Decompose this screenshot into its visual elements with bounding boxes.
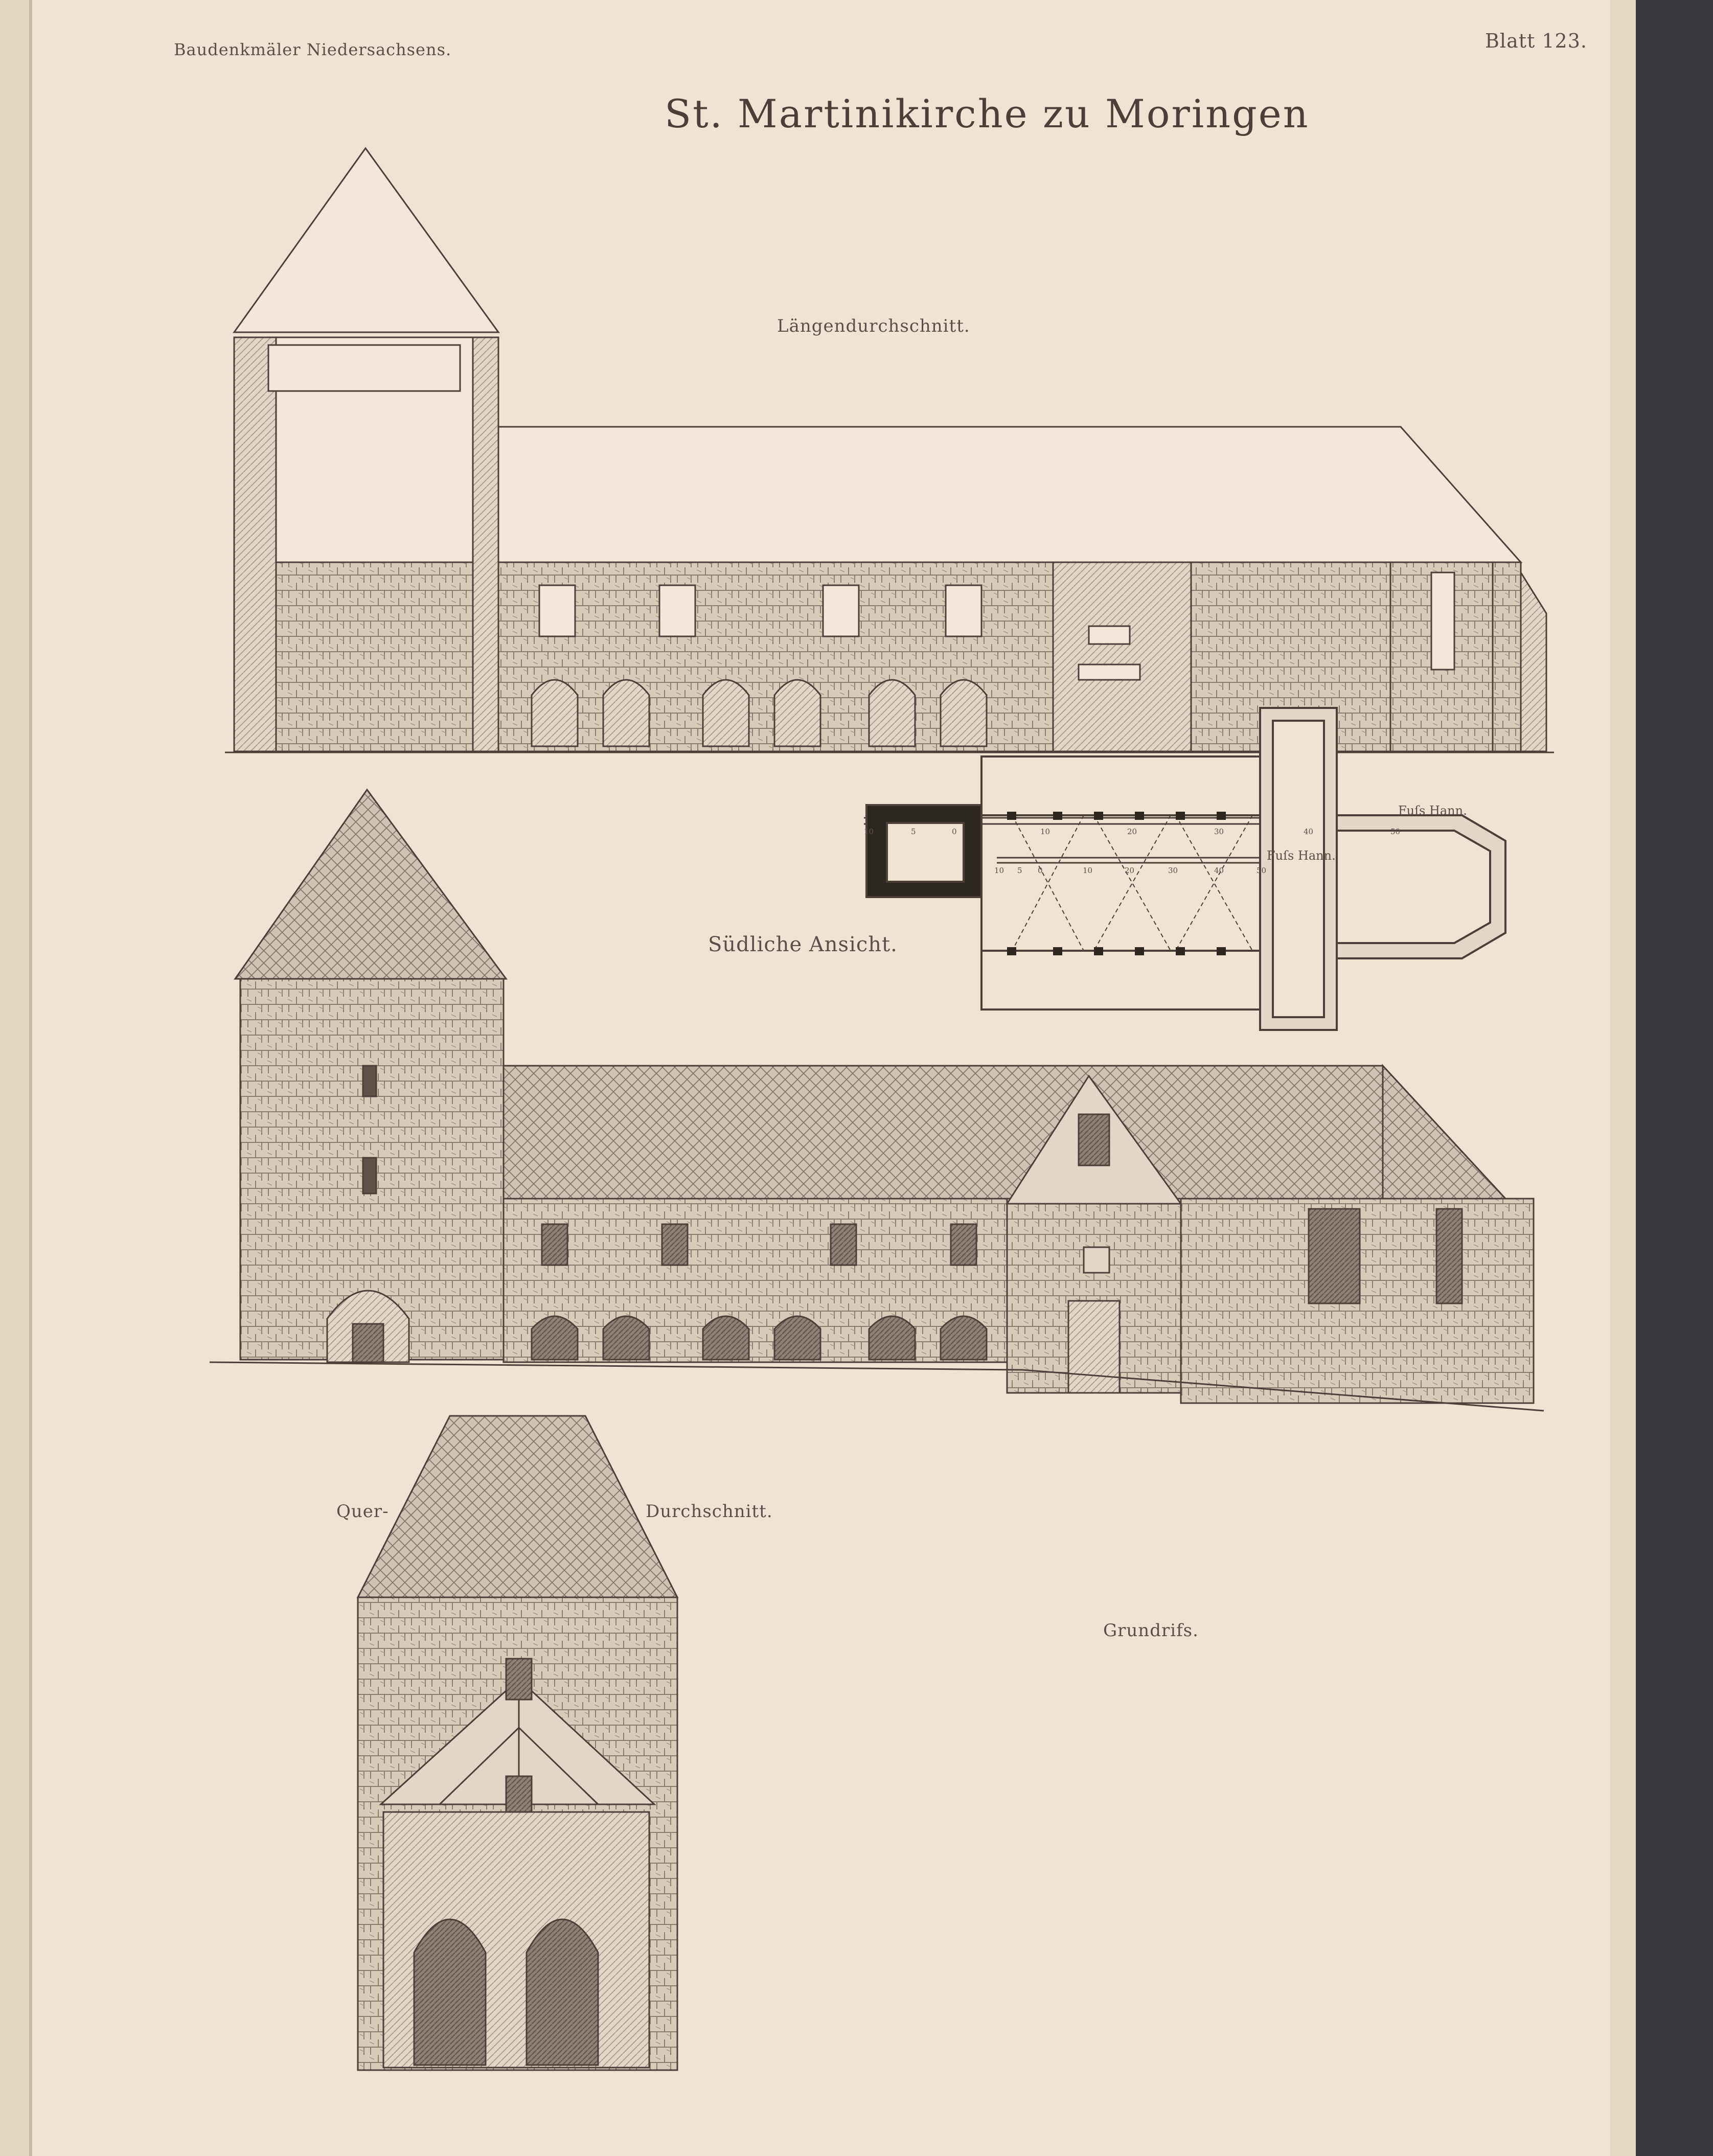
- scale-unit-label: Fuſs Hann.: [1398, 804, 1467, 818]
- ground-plan-label: Grundrifs.: [1103, 1620, 1199, 1641]
- scale-tick: 50: [1257, 866, 1267, 875]
- scale-tick: 10: [1040, 827, 1050, 836]
- series-title: Baudenkmäler Niedersachsens.: [174, 40, 452, 59]
- scale-tick: 0: [1038, 866, 1043, 875]
- longitudinal-section-label: Längendurchschnitt.: [777, 316, 970, 336]
- scale-tick: 30: [1168, 866, 1178, 875]
- scale-tick: 50: [1390, 827, 1401, 836]
- south-elevation-label: Südliche Ansicht.: [708, 933, 898, 956]
- cross-section-drawing: [358, 1416, 677, 2070]
- scale-tick: 10: [994, 866, 1004, 875]
- scale-tick: 5: [1017, 866, 1022, 875]
- plate-number: Blatt 123.: [1485, 30, 1587, 52]
- scale-tick: 5: [911, 827, 916, 836]
- scale-unit-label: Fuſs Hann.: [1267, 848, 1336, 863]
- scale-tick: 20: [1125, 866, 1135, 875]
- longitudinal-section-drawing: [225, 148, 1554, 752]
- scale-tick: 30: [1214, 827, 1224, 836]
- scale-tick: 0: [952, 827, 957, 836]
- ground-plan-drawing: [866, 708, 1505, 1030]
- scale-tick: 10: [1083, 866, 1093, 875]
- cross-section-label-right: Durchschnitt.: [646, 1501, 773, 1522]
- page-title: St. Martinikirche zu Moringen: [665, 91, 1310, 136]
- scale-tick: 20: [1127, 827, 1137, 836]
- scale-tick: 10: [864, 827, 874, 836]
- cross-section-label-left: Quer-: [336, 1501, 389, 1522]
- page-fold: [0, 0, 31, 2156]
- binding-strip: [1636, 0, 1713, 2156]
- scale-tick: 40: [1214, 866, 1224, 875]
- scale-tick: 40: [1304, 827, 1314, 836]
